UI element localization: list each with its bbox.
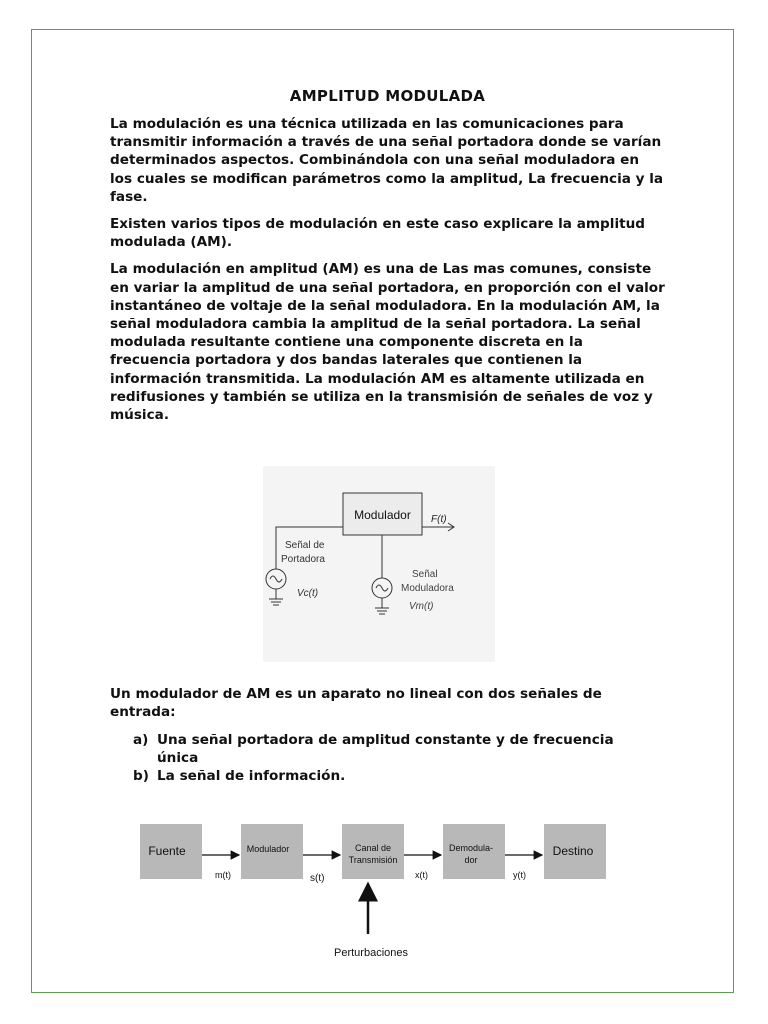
modulator-diagram — [263, 466, 495, 662]
modulator-label: Modulador — [354, 508, 411, 522]
communication-system-diagram — [128, 818, 618, 968]
modulating-label-line1: Señal — [412, 569, 438, 580]
block-label-destino: Destino — [552, 844, 594, 858]
output-label: F(t) — [431, 514, 447, 525]
list-marker: b) — [133, 768, 149, 785]
input-list — [133, 731, 653, 786]
signal-x: x(t) — [415, 870, 428, 880]
signal-y: y(t) — [513, 870, 526, 880]
signal-m: m(t) — [215, 870, 231, 880]
block-label-canal-2: Transmisión — [348, 855, 398, 865]
list-item-text: La señal de información. — [157, 768, 346, 785]
block-label-demodulador-2: dor — [464, 855, 478, 865]
block-label-demodulador-1: Demodula- — [448, 843, 494, 853]
disturbance-label: Perturbaciones — [334, 947, 408, 959]
paragraph-modulator: Un modulador de AM es un aparato no lineal con dos señales de entrada: — [110, 686, 602, 721]
list-marker: a) — [133, 732, 149, 748]
document-title: AMPLITUD MODULADA — [289, 87, 486, 105]
document-body — [110, 86, 665, 433]
paragraph-intro: La modulación es una técnica utilizada en las comunicaciones para transmitir información a través de una señal portadora donde se varían determinados aspectos. Combinándola con una señal moduladora en los cuales se modifican parámetros como la amplitud, La frecuencia y la fase. — [110, 116, 664, 205]
list-item-text: Una señal portadora de amplitud constante y de frecuencia única — [157, 732, 614, 767]
paragraph-types: Existen varios tipos de modulación en este caso explicare la amplitud modulada (AM). — [110, 216, 646, 251]
list-item — [133, 767, 653, 785]
list-item — [133, 731, 653, 767]
signal-s: s(t) — [310, 873, 325, 884]
block-label-canal-1: Canal de — [354, 843, 392, 853]
paragraph-am: La modulación en amplitud (AM) es una de Las mas comunes, consiste en variar la amplitud de una señal portadora, en proporción con el valor instantáneo de voltaje de la señal moduladora. En la modulación AM, la señal moduladora cambia la amplitud de la señal portadora. La señal modulada resultante contiene una componente discreta en la frecuencia portadora y dos bandas laterales que contienen la información transmitida. La modulación AM es altamente utilizada en redifusiones y también se utiliza en la transmisión de señales de voz y música. — [110, 261, 665, 424]
carrier-label-line2: Portadora — [281, 554, 325, 565]
carrier-label-line1: Señal de — [285, 540, 325, 551]
modulating-label-line2: Moduladora — [401, 583, 454, 594]
modulating-source-label: Vm(t) — [409, 601, 434, 612]
block-label-modulador: Modulador — [246, 844, 290, 854]
block-label-fuente: Fuente — [148, 844, 186, 858]
carrier-source-label: Vc(t) — [297, 588, 319, 599]
